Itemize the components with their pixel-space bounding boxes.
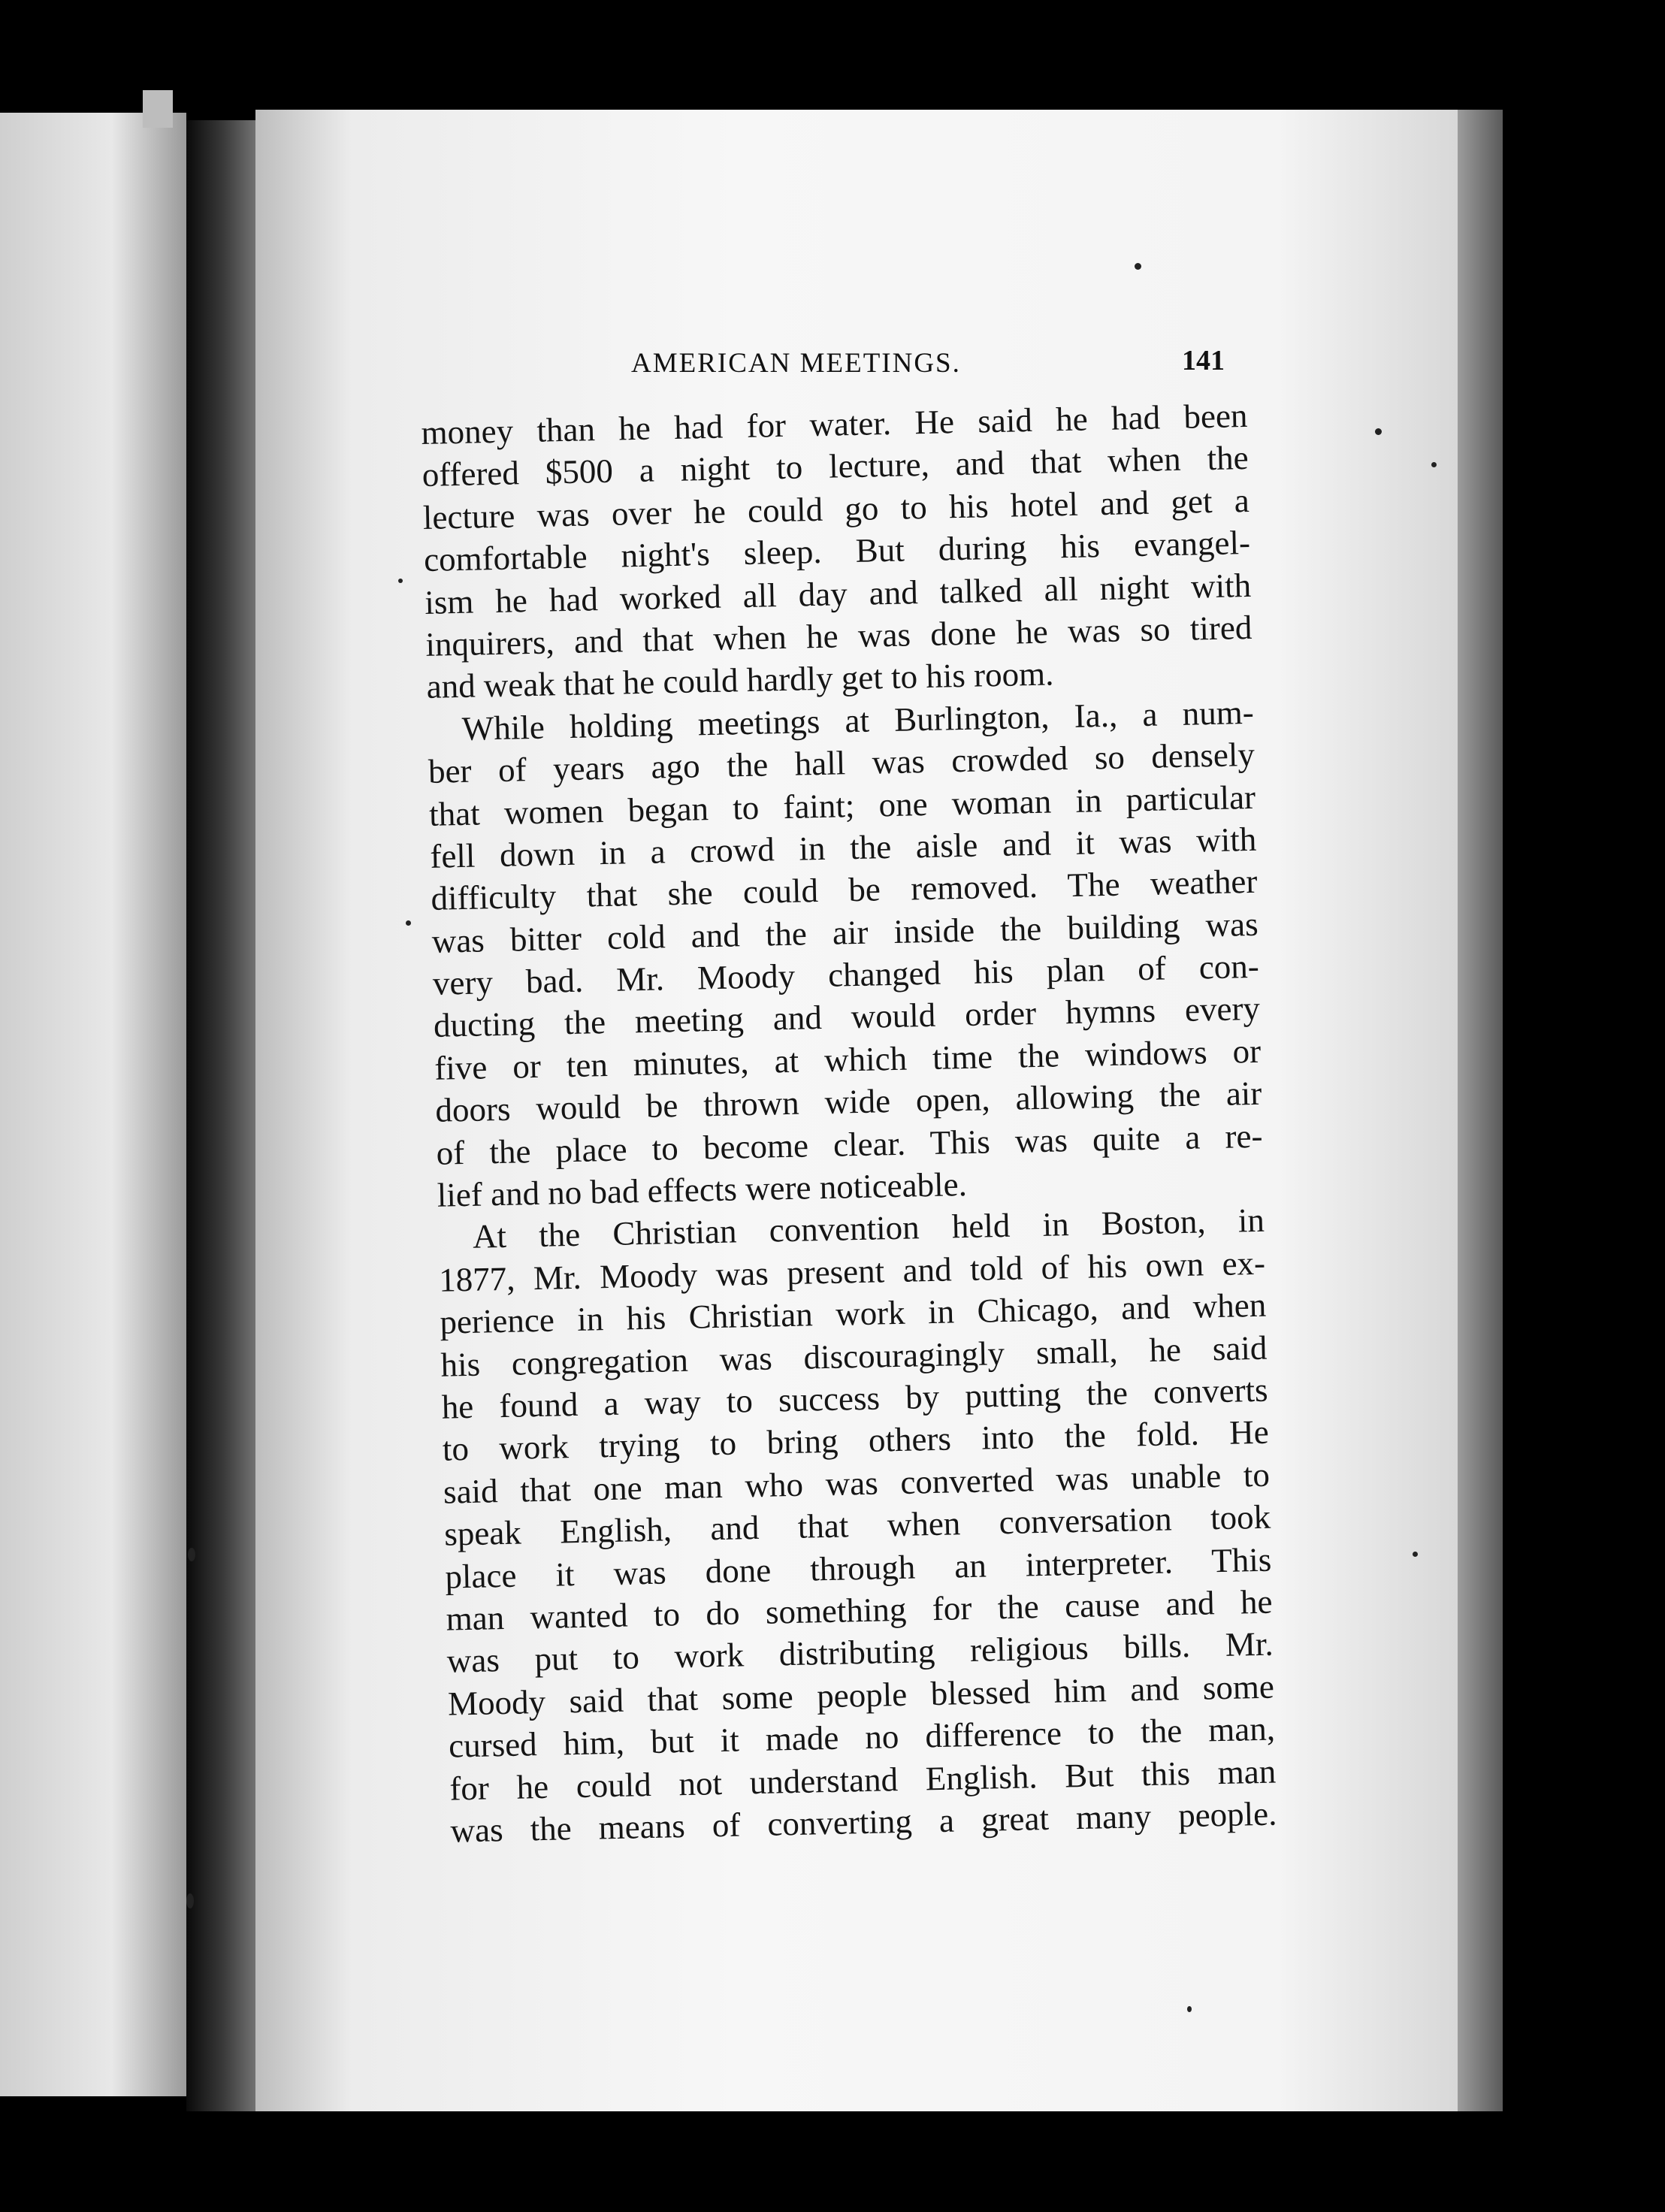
running-head: AMERICAN MEETINGS.	[631, 348, 961, 379]
text-line: was bitter cold and the air inside the building was	[431, 905, 1259, 960]
text-line: and weak that he could hardly get to his room.	[426, 654, 1054, 706]
text-line: his congregation was discouragingly small, he said	[440, 1328, 1268, 1384]
text-line: money than he had for water. He said he had been	[421, 396, 1248, 452]
text-line: of the place to become clear. This was quite a re-	[436, 1117, 1263, 1172]
scan-speck	[1413, 1552, 1418, 1557]
text-line: was the means of converting a great many people.	[450, 1794, 1277, 1850]
scan-speck	[398, 579, 403, 583]
text-line: comfortable night's sleep. But during his evangel-	[423, 524, 1251, 579]
text-line: man wanted to do something for the cause and he	[446, 1582, 1273, 1638]
text-line: doors would be thrown wide open, allowing the air	[434, 1074, 1262, 1130]
text-line: to work trying to bring others into the fold. He	[442, 1413, 1270, 1469]
scan-speck	[406, 920, 411, 926]
text-line: cursed him, but it made no difference to the man,	[448, 1709, 1276, 1765]
page-number: 141	[1182, 345, 1225, 376]
text-line: ducting the meeting and would order hymns every	[433, 990, 1261, 1045]
scan-speck	[1187, 2006, 1192, 2012]
text-line: perience in his Christian work in Chicago, and when	[439, 1286, 1267, 1341]
text-line: lecture was over he could go to his hotel and get a	[422, 481, 1250, 536]
text-line: place it was done through an interpreter. This	[444, 1540, 1272, 1596]
text-line: 1877, Mr. Moody was present and told of his own ex-	[438, 1243, 1266, 1299]
body-text	[421, 394, 1277, 1852]
text-line: inquirers, and that when he was done he was so tired	[425, 608, 1253, 663]
text-line: fell down in a crowd in the aisle and it was with	[429, 820, 1257, 875]
text-line: Moody said that some people blessed him and some	[447, 1667, 1275, 1723]
scan-speck	[186, 1893, 194, 1908]
text-line: lief and no bad effects were noticeable.	[437, 1165, 968, 1214]
text-line: While holding meetings at Burlington, Ia., a num-	[461, 693, 1255, 748]
text-line: difficulty that she could be removed. The weather	[431, 863, 1258, 918]
facing-page-edge	[0, 113, 186, 2096]
text-line: five or ten minutes, at which time the windows or	[434, 1032, 1262, 1087]
scan-speck	[188, 1548, 195, 1561]
text-line: offered $500 a night to lecture, and that when the	[422, 439, 1250, 494]
text-line: ber of years ago the hall was crowded so densely	[428, 735, 1256, 791]
text-line: for he could not understand English. But this man	[449, 1752, 1277, 1808]
text-line: said that one man who was converted was unable to	[443, 1455, 1271, 1511]
text-line: speak English, and that when conversation took	[443, 1497, 1271, 1553]
scan-speck	[1431, 462, 1437, 467]
text-line: that women began to faint; one woman in particular	[428, 778, 1256, 833]
scan-speck	[1135, 263, 1141, 270]
scan-speck	[1375, 428, 1382, 435]
text-line: he found a way to success by putting the converts	[441, 1370, 1269, 1426]
text-line: ism he had worked all day and talked all night with	[424, 566, 1252, 621]
page-stack-edge	[1458, 110, 1503, 2111]
text-line: very bad. Mr. Moody changed his plan of con-	[432, 947, 1260, 1002]
facing-page-corner	[143, 90, 173, 128]
text-line: was put to work distributing religious bills. Mr.	[446, 1624, 1274, 1680]
text-line: At the Christian convention held in Boston, in	[472, 1201, 1265, 1256]
